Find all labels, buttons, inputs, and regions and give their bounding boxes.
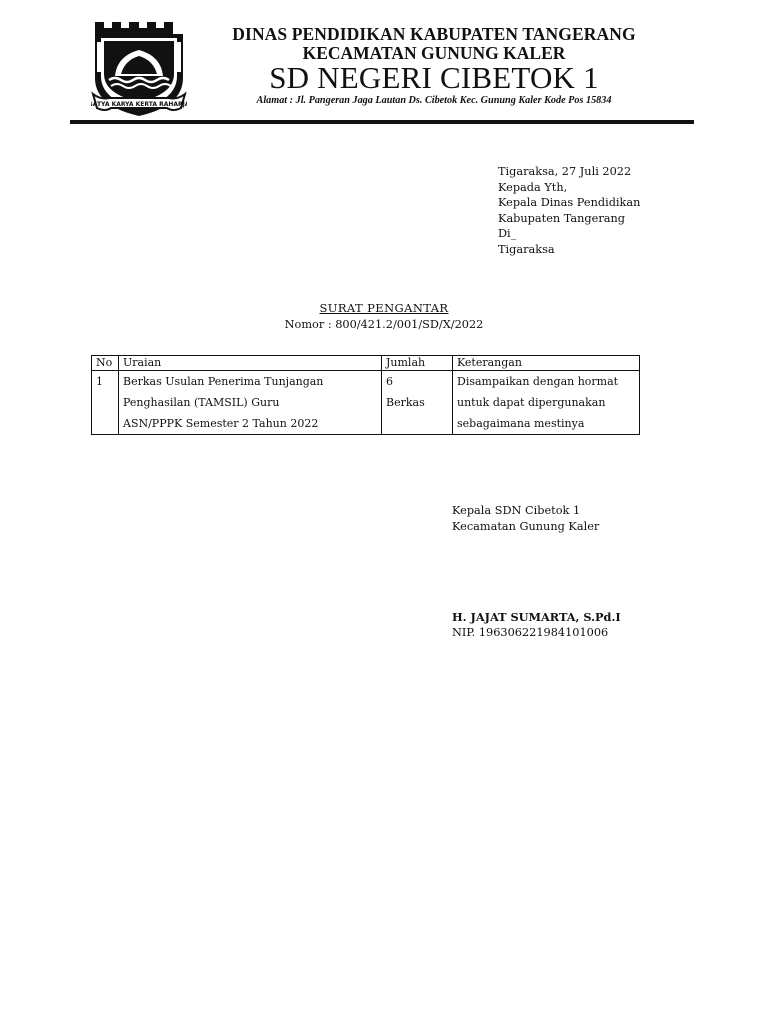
recipient-line-1: Kepala Dinas Pendidikan	[498, 196, 641, 210]
school-address: Alamat : Jl. Pangeran Jaga Lautan Ds. Cibetok Kec. Gunung Kaler Kode Pos 15834	[256, 95, 612, 106]
signature-position-1: Kepala SDN Cibetok 1	[452, 504, 581, 517]
signature-position	[452, 503, 599, 535]
keterangan-line: Disampaikan dengan hormat	[457, 375, 619, 388]
signature-position-2: Kecamatan Gunung Kaler	[452, 520, 600, 533]
row-number: 1	[96, 375, 103, 388]
place-date: Tigaraksa, 27 Juli 2022	[498, 165, 632, 178]
cell-jumlah	[382, 371, 453, 435]
letter-title: SURAT PENGANTAR	[319, 301, 449, 315]
keterangan-line: sebagaimana mestinya	[457, 417, 585, 430]
cell-keterangan	[453, 371, 640, 435]
table-row	[92, 371, 640, 435]
jumlah-unit: Berkas	[386, 396, 425, 409]
svg-text:SATYA KARYA KERTA RAHARJA: SATYA KARYA KERTA RAHARJA	[91, 101, 187, 108]
letterhead-agency: DINAS PENDIDIKAN KABUPATEN TANGERANG	[232, 24, 636, 44]
cell-no	[92, 371, 119, 435]
table-header-row	[92, 356, 640, 371]
recipient-city: Tigaraksa	[498, 242, 555, 256]
attachment-table	[91, 355, 640, 435]
header-keterangan: Keterangan	[453, 356, 640, 371]
uraian-line: Berkas Usulan Penerima Tunjangan	[123, 375, 324, 388]
recipient-line-2: Kabupaten Tangerang	[498, 211, 625, 225]
uraian-line: Penghasilan (TAMSIL) Guru	[123, 396, 280, 409]
letterhead-divider	[70, 120, 694, 124]
kabupaten-tangerang-emblem-icon	[91, 20, 187, 118]
letter-number: Nomor : 800/421.2/001/SD/X/2022	[284, 318, 484, 331]
signatory	[452, 609, 621, 641]
recipient-di: Di_	[498, 227, 517, 241]
recipient-block	[498, 164, 640, 258]
header-uraian: Uraian	[119, 356, 382, 371]
signatory-name: H. JAJAT SUMARTA, S.Pd.I	[452, 610, 621, 624]
letterhead-district: KECAMATAN GUNUNG KALER	[302, 43, 566, 63]
salutation: Kepada Yth,	[498, 180, 568, 194]
cell-uraian	[119, 371, 382, 435]
jumlah-count: 6	[386, 375, 393, 388]
header-jumlah: Jumlah	[382, 356, 453, 371]
signatory-nip: NIP. 196306221984101006	[452, 626, 609, 639]
keterangan-line: untuk dapat dipergunakan	[457, 396, 606, 409]
uraian-line: ASN/PPPK Semester 2 Tahun 2022	[123, 417, 319, 430]
school-name: SD NEGERI CIBETOK 1	[269, 60, 599, 95]
header-no: No	[92, 356, 119, 371]
